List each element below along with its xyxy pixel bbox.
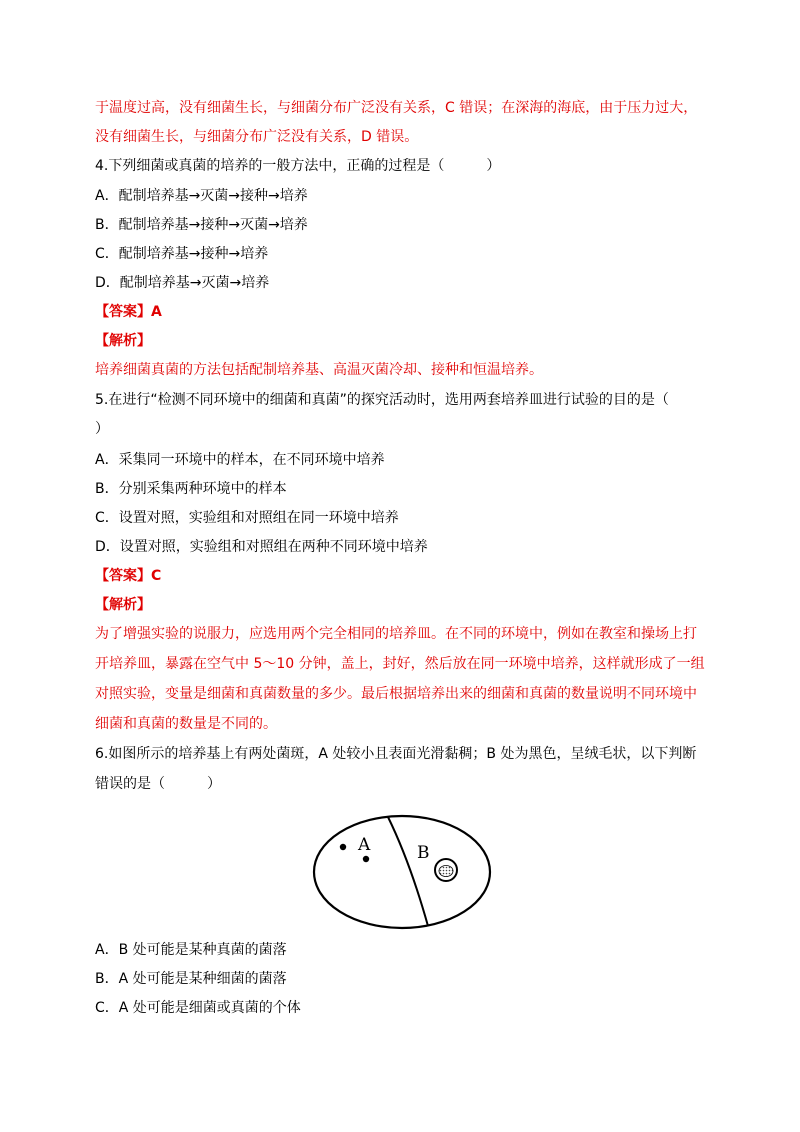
option-a: A．配制培养基→灭菌→接种→培养 [95,188,308,204]
explanation-line: 于温度过高，没有细菌生长，与细菌分布广泛没有关系，C 错误；在深海的海底，由于压力过大， [95,100,698,116]
question-6-stem-cont: 错误的是（ ） [95,776,221,792]
question-4-stem: 4.下列细菌或真菌的培养的一般方法中，正确的过程是（ ） [95,158,501,174]
answer-label: 【答案】C [95,568,162,584]
colony-a-dot [340,844,346,850]
option-a: A．采集同一环境中的样本，在不同环境中培养 [95,452,385,468]
petri-dish-figure [310,812,495,932]
option-a: A．B 处可能是某种真菌的菌落 [95,942,287,958]
option-c: C．配制培养基→接种→培养 [95,246,269,262]
explanation-line: 开培养皿，暴露在空气中 5～10 分钟，盖上，封好，然后放在同一环境中培养，这样就形成了一组 [95,656,705,672]
option-b: B．A 处可能是某种细菌的菌落 [95,971,287,987]
option-b: B．分别采集两种环境中的样本 [95,481,287,497]
question-6-stem: 6.如图所示的培养基上有两处菌斑，A 处较小且表面光滑黏稠；B 处为黑色，呈绒毛状，以下判断 [95,746,697,762]
label-b: B [417,843,430,863]
analysis-label: 【解析】 [95,333,151,349]
colony-b-fuzz [439,866,453,877]
petri-dish-outline [314,816,490,928]
question-5-stem: 5.在进行“检测不同环境中的细菌和真菌”的探究活动时，选用两套培养皿进行试验的目的是（ [95,392,669,408]
option-d: D．配制培养基→灭菌→培养 [95,275,270,291]
explanation-line: 培养细菌真菌的方法包括配制培养基、高温灭菌冷却、接种和恒温培养。 [95,362,543,378]
answer-label: 【答案】A [95,304,162,320]
divider-line [388,817,428,926]
explanation-line: 没有细菌生长，与细菌分布广泛没有关系，D 错误。 [95,129,419,145]
option-b: B．配制培养基→接种→灭菌→培养 [95,217,308,233]
question-5-stem-cont: ） [95,421,109,437]
option-c: C．设置对照，实验组和对照组在同一环境中培养 [95,510,399,526]
option-d: D．设置对照，实验组和对照组在两种不同环境中培养 [95,539,428,555]
explanation-line: 为了增强实验的说服力，应选用两个完全相同的培养皿。在不同的环境中，例如在教室和操场上打 [95,626,697,642]
analysis-label: 【解析】 [95,597,151,613]
explanation-line: 细菌和真菌的数量是不同的。 [95,716,277,732]
explanation-line: 对照实验，变量是细菌和真菌数量的多少。最后根据培养出来的细菌和真菌的数量说明不同环境中 [95,686,697,702]
option-c: C．A 处可能是细菌或真菌的个体 [95,1000,301,1016]
label-a: A [358,835,371,855]
colony-a-dot [363,856,369,862]
